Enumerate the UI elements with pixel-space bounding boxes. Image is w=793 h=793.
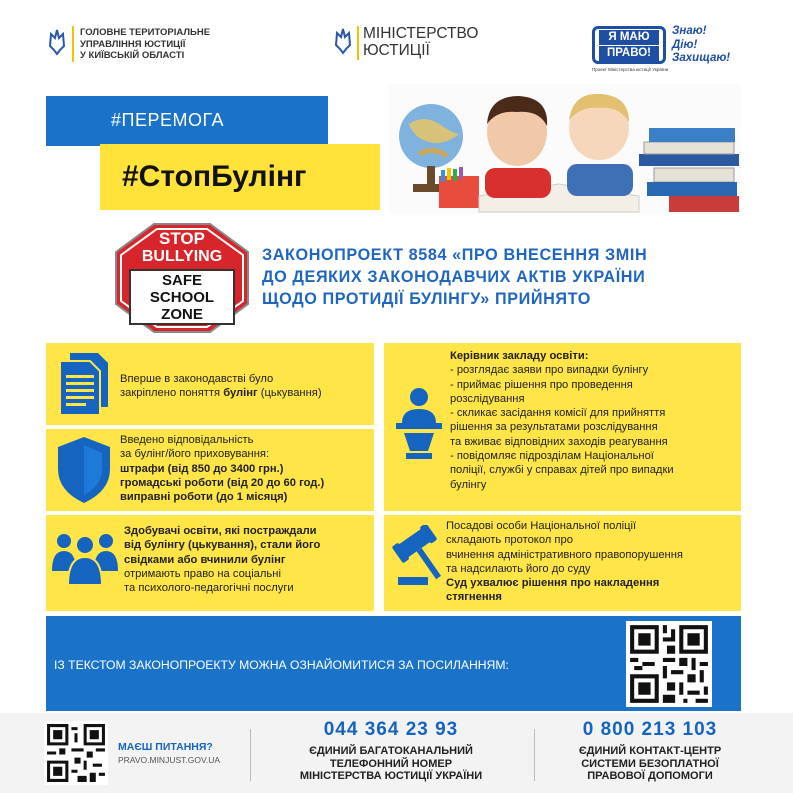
card5-line6: стягнення [446,591,502,604]
bill-link-bar [46,616,741,711]
card-bullying-definition [46,343,374,425]
card3-line5: та психолого-педагогічні послуги [124,582,294,595]
card3-line3: свідками або вчинили булінг [124,553,286,566]
stop-bullying-sign [114,222,250,334]
card-responsibility [46,429,374,511]
sign-stop: STOP [159,229,205,248]
card5-text [446,519,683,605]
org2-line2: ЮСТИЦІЇ [363,42,430,59]
trident-icon [48,28,66,56]
card2-line4: громадські роботи (від 20 до 60 год.) [120,476,325,489]
headline-line3: ЩОДО ПРОТИДІЇ БУЛІНГУ» ПРИЙНЯТО [262,290,591,308]
headline-line1: ЗАКОНОПРОЕКТ 8584 «ПРО ВНЕСЕННЯ ЗМІН [262,246,648,264]
card5-line5: Суд ухвалює рішення про накладення [446,577,660,590]
slogan [672,25,730,66]
card1-line2-c: (цькування) [257,387,322,400]
qr-code-icon[interactable] [626,621,712,707]
header-divider [72,26,74,62]
hashtag-stopbullying: #СтопБулінг [122,160,307,193]
card2-line3: штрафи (від 850 до 3400 грн.) [120,462,284,475]
document-icon [54,351,116,422]
logo-subtitle: Проект Міністерства юстиції України [592,67,669,72]
phone1-caption-line3: МІНІСТЕРСТВА ЮСТИЦІЇ УКРАЇНИ [299,770,483,782]
org2-line1: МІНІСТЕРСТВО [363,25,479,42]
org2-name [363,25,478,59]
hashtag-stopbullying-banner [100,144,380,210]
phone2-caption-line3: ПРАВОВОЇ ДОПОМОГИ [587,770,713,782]
phone-ministry[interactable]: 044 364 23 93 [323,719,459,740]
people-icon [52,527,118,592]
logo-line2: ПРАВО! [599,46,659,61]
card-police [384,515,741,611]
phone-legal-aid-caption [546,745,754,783]
gavel-icon [392,525,448,594]
card2-line5: виправні роботи (до 1 місяця) [120,491,288,504]
hashtag-victory: #ПЕРЕМОГА [111,110,225,130]
phone-ministry-caption [262,745,520,783]
card4-line5: рішення за результатами розслідування [450,421,658,434]
phone-legal-aid[interactable]: 0 800 213 103 [582,719,718,740]
slogan-line3: Захищаю! [672,52,731,64]
phone1-caption-line1: ЄДИНИЙ БАГАТОКАНАЛЬНИЙ [309,745,473,757]
card4-line3: розслідування [450,392,525,405]
hashtag-victory-banner [46,96,328,146]
card5-line1: Посадові особи Національної поліції [446,520,637,532]
org1-line2: УПРАВЛІННЯ ЮСТИЦІЇ [80,38,186,50]
headline [262,244,647,310]
footer [0,713,793,793]
children-photo [389,84,741,214]
card4-line7: - повідомляє підрозділам Національної [450,450,654,463]
card1-text [120,372,322,401]
card3-line2: від булінгу (цькування), стали його [124,539,321,552]
card3-line1: Здобувачі освіти, які постраждали [124,525,317,537]
footer-divider [534,729,535,781]
header-divider [357,26,359,60]
card4-line2: - приймає рішення про проведення [450,378,633,391]
card2-text [120,433,324,504]
slogan-line2: Дію! [672,38,698,51]
shield-icon [56,435,112,510]
card4-line1: - розглядає заяви про випадки булінгу [450,364,649,377]
trident-icon [334,26,352,54]
card4-line6: та вживає відповідних заходів реагування [450,435,668,448]
org1-line3: У КИЇВСЬКІЙ ОБЛАСТІ [80,50,185,61]
footer-divider [250,729,251,781]
ya-mayu-pravo-logo [592,26,666,64]
card4-line4: - скликає засідання комісії для прийняття [450,407,666,420]
card5-line3: вчинення адміністративного правопорушення [446,548,683,561]
card1-line1: Вперше в законодавстві було [120,373,274,385]
headline-line2: ДО ДЕЯКИХ ЗАКОНОДАВЧИХ АКТІВ УКРАЇНИ [262,268,646,286]
card2-line2: за булінг/його приховування: [120,448,270,461]
card4-line8: поліції, службі у справах дітей про випадки [450,464,674,477]
card1-line2 [120,386,322,400]
speaker-podium-icon [394,387,444,468]
org1-name [80,27,210,62]
card1-line2-bold: булінг [223,387,258,400]
header [0,0,793,88]
card3-text [124,524,320,595]
card4-title: Керівник закладу освіти: [450,350,589,362]
card5-line2: складають протокол про [446,534,573,547]
card3-line4: отримають право на соціальні [124,567,281,580]
phone1-caption-line2: ТЕЛЕФОННИЙ НОМЕР [329,757,453,770]
sign-safe: SAFE [161,272,202,289]
footer-site[interactable]: PRAVO.MINJUST.GOV.UA [118,755,221,765]
sign-school: SCHOOL [149,289,215,306]
card-victims-services [46,515,374,611]
sign-zone: ZONE [161,306,203,323]
card2-line1: Введено відповідальність [120,434,254,446]
bill-link-text: ІЗ ТЕКСТОМ ЗАКОНОПРОЕКТУ МОЖНА ОЗНАЙОМИТИСЯ ЗА ПОСИЛАННЯМ: [54,658,509,672]
card4-text [450,349,674,492]
qr-code-icon[interactable] [44,721,108,785]
phone2-caption-line2: СИСТЕМИ БЕЗОПЛАТНОЇ [581,757,719,770]
org1-line1: ГОЛОВНЕ ТЕРИТОРІАЛЬНЕ [80,27,211,38]
footer-question: МАЄШ ПИТАННЯ? [118,741,213,753]
card5-line4: та надсилають його до суду [446,562,591,575]
card1-line2-a: закріплено поняття [120,387,224,400]
logo-line1: Я МАЮ [599,30,659,45]
phone2-caption-line1: ЄДИНИЙ КОНТАКТ-ЦЕНТР [578,745,722,757]
card-school-head [384,343,741,511]
slogan-line1: Знаю! [672,25,707,37]
sign-bullying: BULLYING [141,248,223,265]
card4-line9: булінгу [450,478,487,491]
